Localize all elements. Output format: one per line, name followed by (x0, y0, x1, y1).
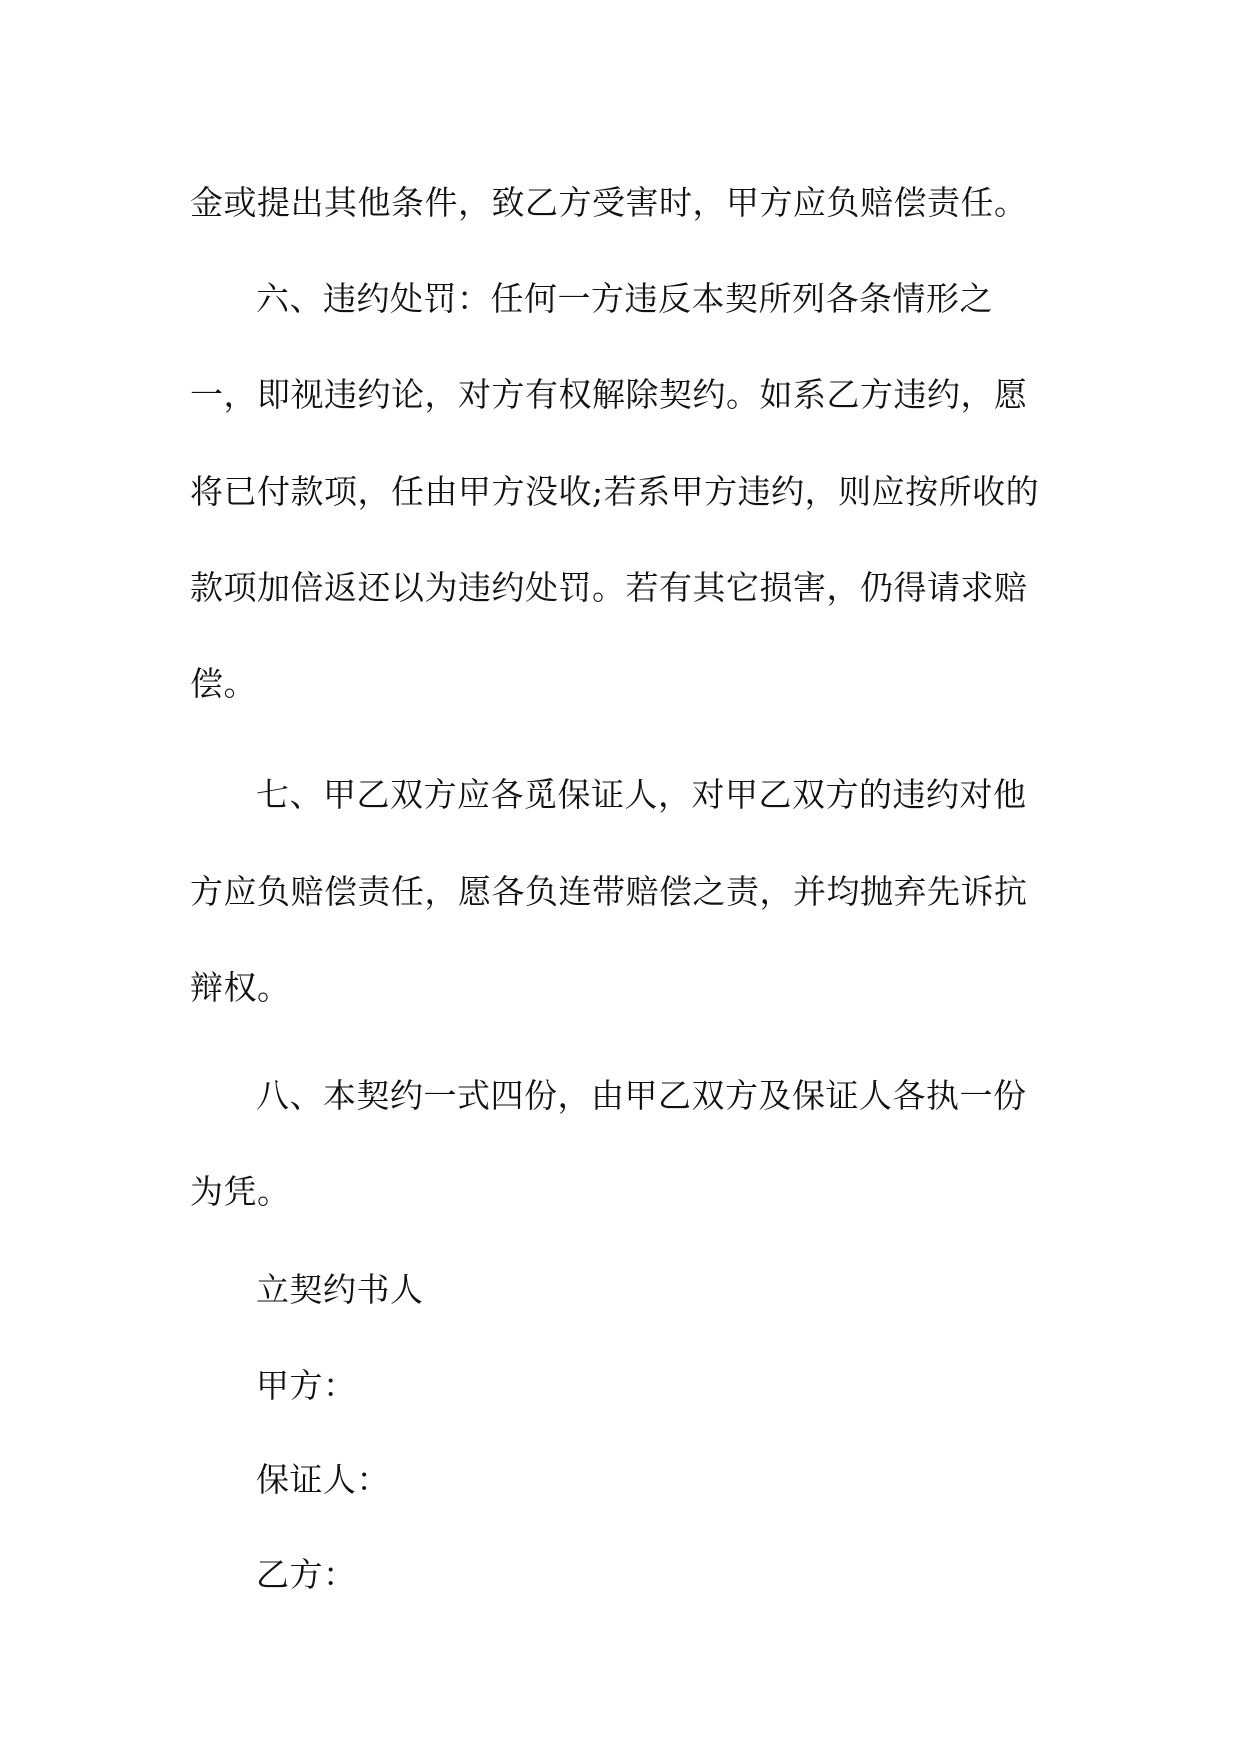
text-line-4: 将已付款项，任由甲方没收;若系甲方违约，则应按所收的 (190, 472, 1040, 511)
signatories-heading: 立契约书人 (256, 1270, 424, 1309)
text-line-9: 辩权。 (190, 968, 291, 1007)
clause-8-heading-line: 八、本契约一式四份，由甲乙双方及保证人各执一份 (256, 1076, 1027, 1115)
text-line-8: 方应负赔偿责任，愿各负连带赔偿之责，并均抛弃先诉抗 (190, 872, 1028, 911)
text-line-6: 偿。 (190, 664, 257, 703)
text-line-3: 一，即视违约论，对方有权解除契约。如系乙方违约，愿 (190, 375, 1028, 414)
clause-7-heading-line: 七、甲乙双方应各觅保证人，对甲乙双方的违约对他 (256, 775, 1027, 814)
clause-6-heading-line: 六、违约处罚：任何一方违反本契所列各条情形之 (256, 279, 993, 318)
text-line-5: 款项加倍返还以为违约处罚。若有其它损害，仍得请求赔 (190, 568, 1028, 607)
guarantor-label: 保证人： (256, 1460, 390, 1499)
party-b-label: 乙方： (256, 1555, 357, 1594)
text-line-1: 金或提出其他条件，致乙方受害时，甲方应负赔偿责任。 (190, 183, 1028, 222)
text-line-11: 为凭。 (190, 1172, 291, 1211)
party-a-label: 甲方： (256, 1366, 357, 1405)
